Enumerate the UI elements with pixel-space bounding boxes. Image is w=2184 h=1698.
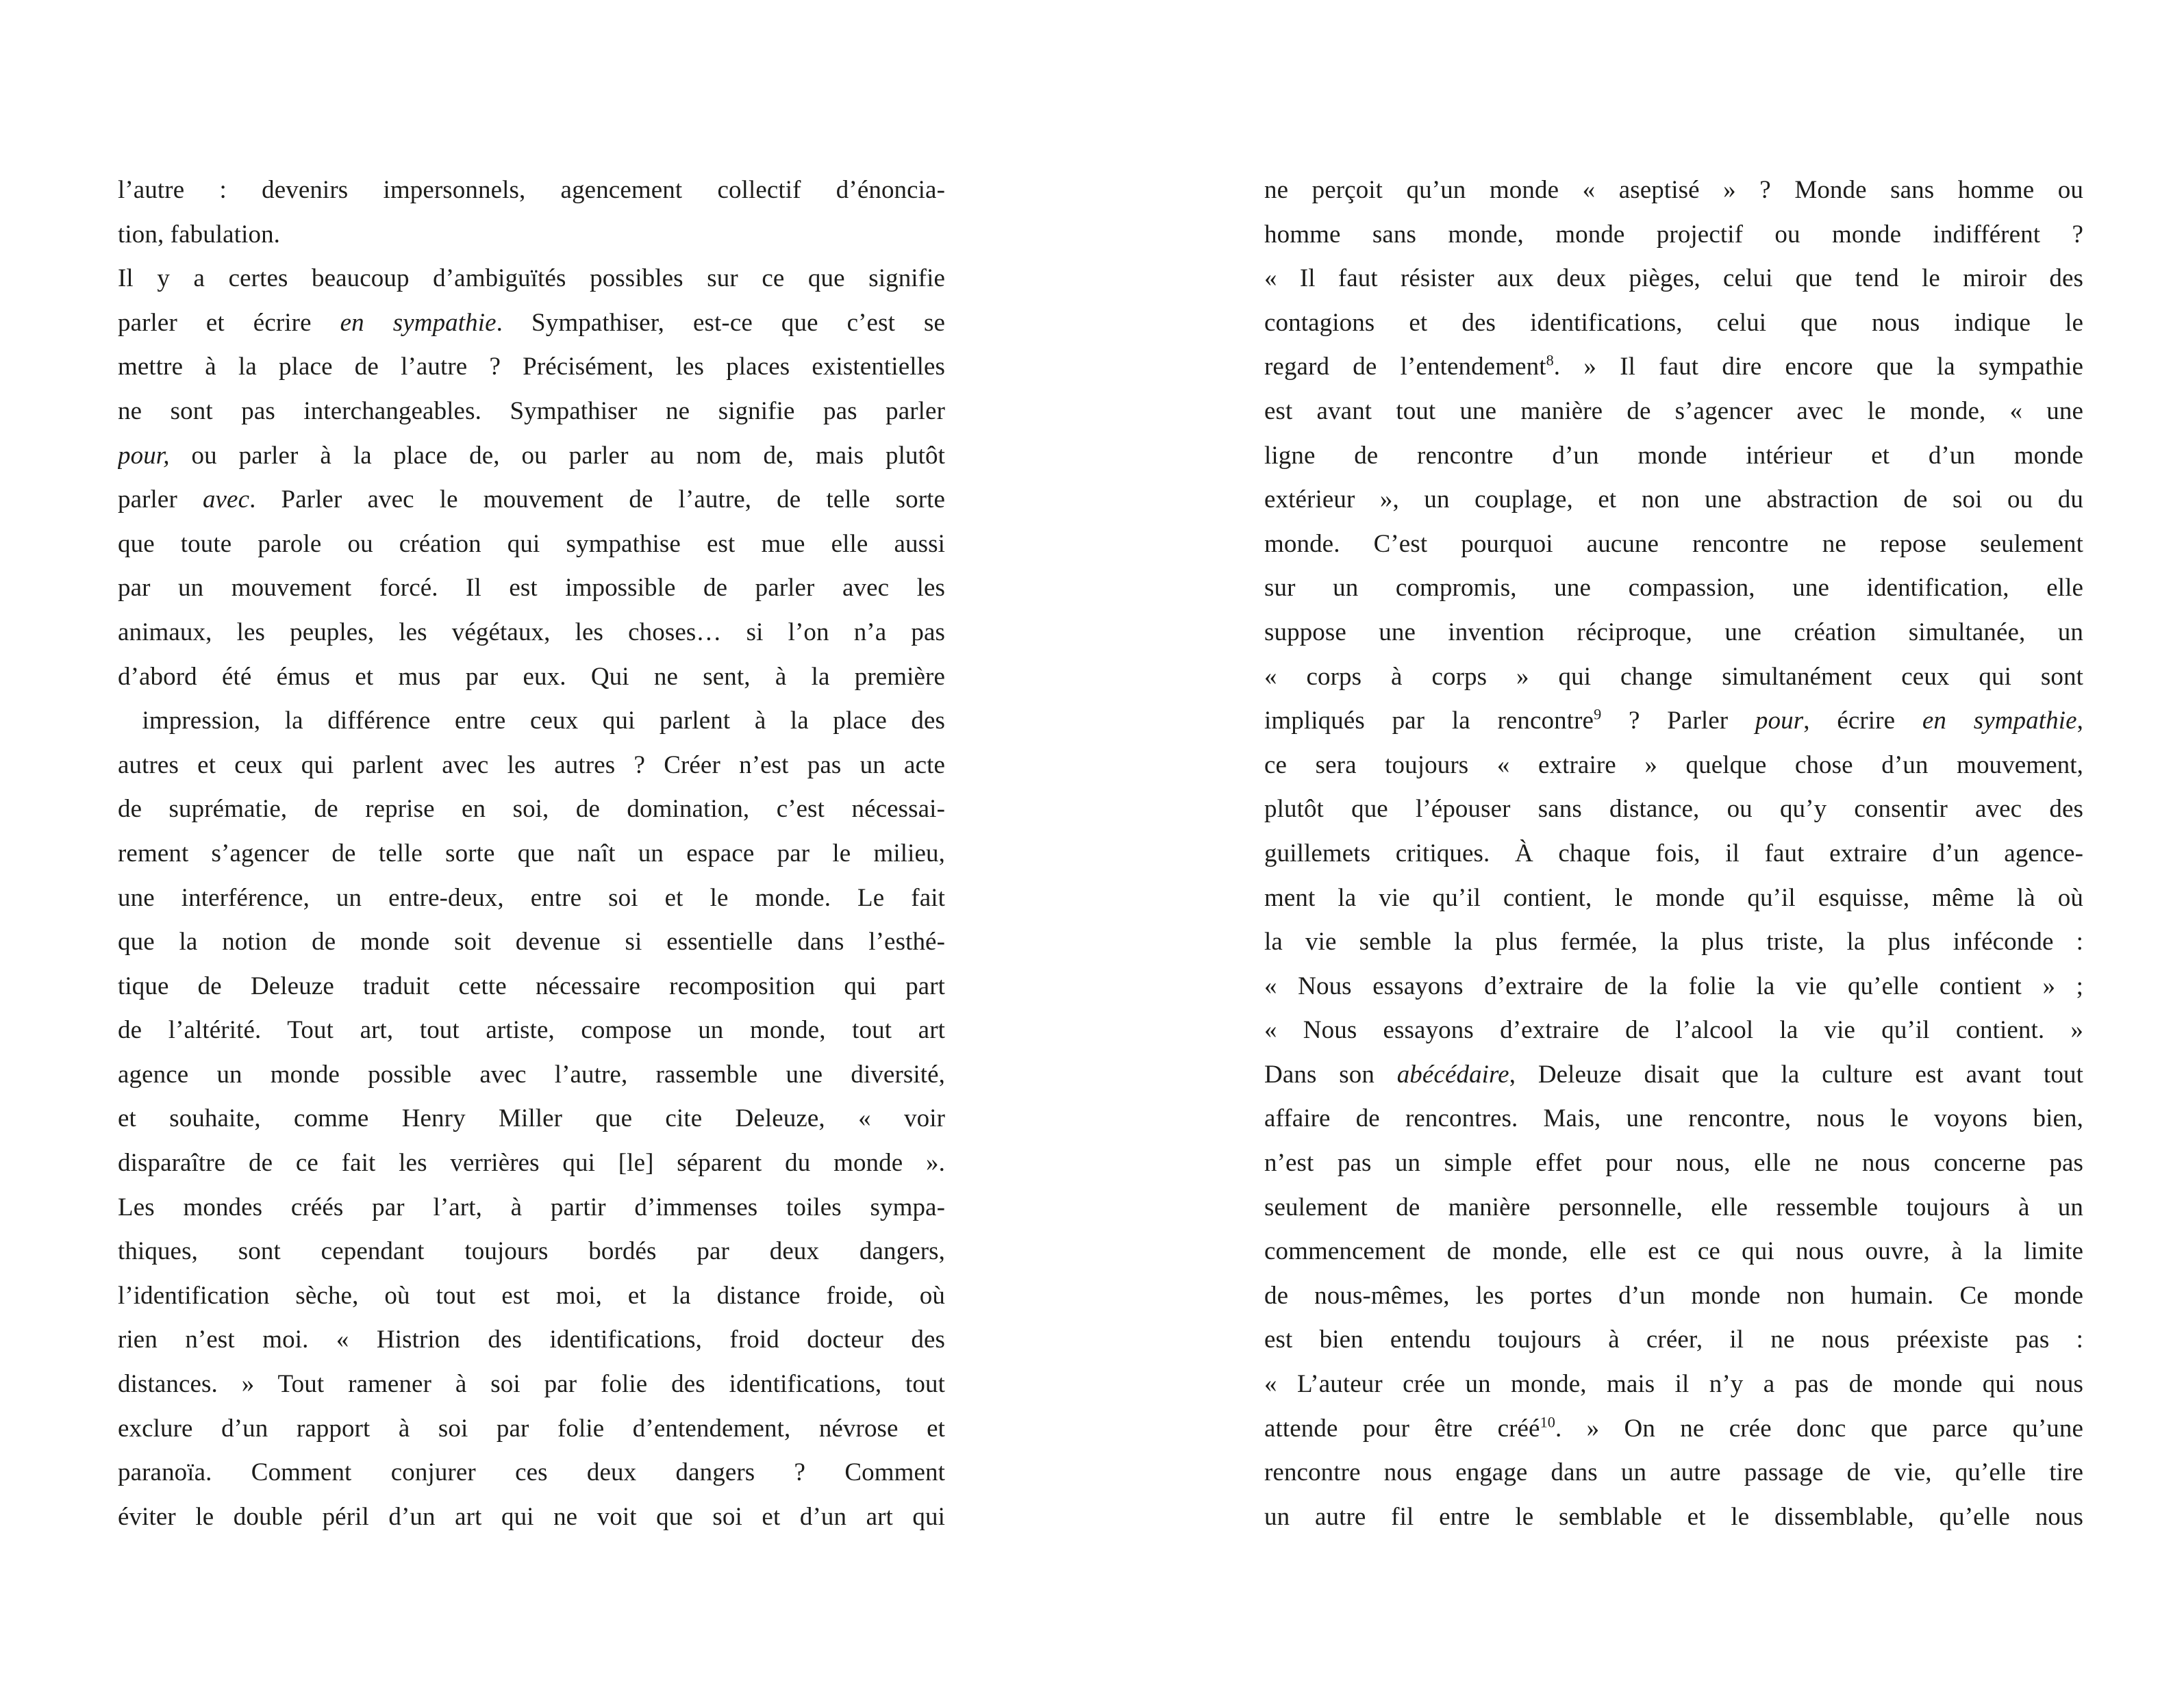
text-line: sur un compromis, une compassion, une identification, elle [1264, 574, 2083, 603]
text-line: par un mouvement forcé. Il est impossible de parler avec les [118, 574, 945, 603]
text-line: agence un monde possible avec l’autre, rassemble une diversité, [118, 1060, 945, 1089]
text-line: contagions et des identifications, celui que nous indique le [1264, 308, 2083, 337]
text-line: impression, la différence entre ceux qui parlent à la place des [118, 707, 945, 735]
text-line: plutôt que l’épouser sans distance, ou qu’y consentir avec des [1264, 795, 2083, 824]
text-line: regard de l’entendement$^8$. » Il faut dire encore que la sympathie [1264, 352, 2083, 381]
text-line: ligne de rencontre d’un monde intérieur et d’un monde [1264, 441, 2083, 470]
text-line: « Nous essayons d’extraire de l’alcool la vie qu’il contient. » [1264, 1016, 2083, 1045]
text-line: la vie semble la plus fermée, la plus triste, la plus inféconde : [1264, 928, 2083, 956]
text-line: Les mondes créés par l’art, à partir d’immenses toiles sympa- [118, 1193, 945, 1221]
text-line: distances. » Tout ramener à soi par folie des identifications, tout [118, 1370, 945, 1399]
text-line: que la notion de monde soit devenue si essentielle dans l’esthé- [118, 928, 945, 956]
text-line: thiques, sont cependant toujours bordés par deux dangers, [118, 1237, 945, 1266]
text-line: une interférence, un entre-deux, entre soi et le monde. Le fait [118, 883, 945, 912]
text-line: Il y a certes beaucoup d’ambiguïtés possibles sur ce que signifie [118, 264, 945, 293]
text-line: guillemets critiques. À chaque fois, il faut extraire d’un agence- [1264, 839, 2083, 867]
text-line: pour, ou parler à la place de, ou parler au nom de, mais plutôt [118, 441, 945, 470]
text-line: ne perçoit qu’un monde « aseptisé » ? Monde sans homme ou [1264, 176, 2083, 204]
text-line: parler avec. Parler avec le mouvement de l’autre, de telle sorte [118, 485, 945, 514]
right-page-text-column [1264, 168, 2083, 1539]
text-line: paranoïa. Comment conjurer ces deux dangers ? Comment [118, 1458, 945, 1487]
text-line: rien n’est moi. « Histrion des identifications, froid docteur des [118, 1326, 945, 1354]
text-line: ment la vie qu’il contient, le monde qu’il esquisse, même là où [1264, 883, 2083, 912]
text-line: tique de Deleuze traduit cette nécessaire recomposition qui part [118, 972, 945, 1000]
text-line: exclure d’un rapport à soi par folie d’entendement, névrose et [118, 1414, 945, 1443]
text-line: impliqués par la rencontre$^9$ ? Parler pour, écrire en sympathie, [1264, 705, 2083, 735]
text-line: d’abord été émus et mus par eux. Qui ne sent, à la première [118, 662, 945, 691]
text-line: est avant tout une manière de s’agencer avec le monde, « une [1264, 396, 2083, 425]
text-line: commencement de monde, elle est ce qui nous ouvre, à la limite [1264, 1237, 2083, 1266]
text-line: suppose une invention réciproque, une création simultanée, un [1264, 618, 2083, 646]
text-line: rencontre nous engage dans un autre passage de vie, qu’elle tire [1264, 1458, 2083, 1487]
text-line: monde. C’est pourquoi aucune rencontre ne repose seulement [1264, 529, 2083, 558]
text-line: autres et ceux qui parlent avec les autres ? Créer n’est pas un acte [118, 750, 945, 779]
text-line: homme sans monde, monde projectif ou monde indifférent ? [1264, 220, 2083, 249]
text-line: animaux, les peuples, les végétaux, les choses… si l’on n’a pas [118, 618, 945, 646]
text-line: « L’auteur crée un monde, mais il n’y a pas de monde qui nous [1264, 1370, 2083, 1399]
text-line: est bien entendu toujours à créer, il ne nous préexiste pas : [1264, 1326, 2083, 1354]
text-line: un autre fil entre le semblable et le dissemblable, qu’elle nous [1264, 1502, 2083, 1531]
text-line: mettre à la place de l’autre ? Précisément, les places existentielles [118, 353, 945, 381]
text-line: de nous-mêmes, les portes d’un monde non humain. Ce monde [1264, 1281, 2083, 1310]
text-line: affaire de rencontres. Mais, une rencontre, nous le voyons bien, [1264, 1104, 2083, 1133]
text-line: l’identification sèche, où tout est moi, et la distance froide, où [118, 1281, 945, 1310]
text-line: l’autre : devenirs impersonnels, agencement collectif d’énoncia- [118, 176, 945, 204]
footnote-reference: 10 [1540, 1413, 1555, 1431]
text-line: ce sera toujours « extraire » quelque chose d’un mouvement, [1264, 750, 2083, 779]
text-line: disparaître de ce fait les verrières qui [le] séparent du monde ». [118, 1149, 945, 1178]
text-line: attende pour être créé$^{10}$. » On ne crée donc que parce qu’une [1264, 1413, 2083, 1443]
text-line: « Nous essayons d’extraire de la folie la vie qu’elle contient » ; [1264, 972, 2083, 1000]
text-line: de l’altérité. Tout art, tout artiste, compose un monde, tout art [118, 1016, 945, 1045]
text-line: parler et écrire en sympathie. Sympathiser, est-ce que c’est se [118, 308, 945, 337]
text-line: seulement de manière personnelle, elle ressemble toujours à un [1264, 1193, 2083, 1221]
footnote-reference: 9 [1594, 705, 1602, 723]
text-line: tion, fabulation. [118, 220, 281, 249]
text-line: de suprématie, de reprise en soi, de domination, c’est nécessai- [118, 795, 945, 824]
text-line: éviter le double péril d’un art qui ne voit que soi et d’un art qui [118, 1502, 945, 1531]
left-page-text-column [118, 168, 945, 1539]
text-line: « Il faut résister aux deux pièges, celui que tend le miroir des [1264, 264, 2083, 293]
text-line: rement s’agencer de telle sorte que naît un espace par le milieu, [118, 839, 945, 867]
text-line: et souhaite, comme Henry Miller que cite Deleuze, « voir [118, 1104, 945, 1133]
text-line: que toute parole ou création qui sympathise est mue elle aussi [118, 529, 945, 558]
footnote-reference: 8 [1546, 352, 1554, 370]
text-line: « corps à corps » qui change simultanément ceux qui sont [1264, 662, 2083, 691]
text-line: Dans son abécédaire, Deleuze disait que la culture est avant tout [1264, 1060, 2083, 1089]
text-line: ne sont pas interchangeables. Sympathiser ne signifie pas parler [118, 396, 945, 425]
text-line: n’est pas un simple effet pour nous, elle ne nous concerne pas [1264, 1149, 2083, 1178]
text-line: extérieur », un couplage, et non une abstraction de soi ou du [1264, 485, 2083, 514]
